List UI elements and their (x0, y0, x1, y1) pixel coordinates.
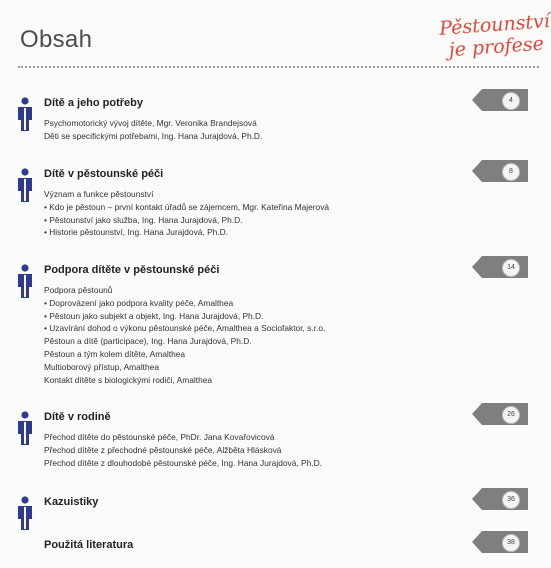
toc-item[interactable]: • Uzavírání dohod o výkonu pěstounské péče, Amalthea a Sociofaktor, s.r.o. (44, 323, 326, 334)
toc-item[interactable]: • Pěstoun jako subjekt a objekt, Ing. Hana Jurajdová, Ph.D. (44, 310, 264, 321)
section-items (44, 117, 262, 143)
section-title[interactable]: Podpora dítěte v pěstounské péči (44, 264, 220, 276)
person-icon (17, 496, 33, 530)
page-number: 14 (502, 259, 520, 277)
section-title[interactable]: Kazuistiky (44, 496, 99, 508)
section-title[interactable]: Použitá literatura (44, 539, 134, 551)
toc-item[interactable]: Podpora pěstounů (44, 285, 113, 295)
section-items (44, 284, 325, 386)
toc-item[interactable]: Pěstoun a dítě (participace), Ing. Hana Jurajdová, Ph.D. (44, 336, 252, 347)
toc-item[interactable]: Přechod dítěte z dlouhodobé pěstounské péče, Ing. Hana Jurajdová, Ph.D. (44, 457, 322, 468)
toc-item[interactable]: Význam a funkce pěstounství (44, 189, 154, 199)
page-number-tab[interactable] (472, 89, 528, 111)
toc-item[interactable]: Přechod dítěte z přechodné pěstounské péče, Alžběta Hlásková (44, 444, 282, 455)
page-number-tab[interactable] (472, 160, 528, 182)
toc-item[interactable]: Děti se specifickými potřebami, Ing. Hana Jurajdová, Ph.D. (44, 130, 263, 141)
section-title[interactable]: Dítě a jeho potřeby (44, 97, 144, 109)
page-title: Obsah (20, 26, 93, 53)
page-number: 8 (502, 163, 520, 181)
logo-line-2: je profese (448, 32, 545, 62)
page-number-tab[interactable] (472, 488, 528, 510)
person-icon (17, 97, 33, 131)
person-icon (17, 411, 33, 445)
toc-item[interactable]: • Pěstounství jako služba, Ing. Hana Jurajdová, Ph.D. (44, 214, 243, 225)
toc-item[interactable]: Multioborový přístup, Amalthea (44, 361, 159, 372)
page-number: 36 (502, 491, 520, 509)
logo (439, 10, 551, 62)
page-number: 4 (502, 92, 520, 110)
toc-item[interactable]: • Kdo je pěstoun – první kontakt úřadů se zájemcem, Mgr. Kateřina Majerová (44, 201, 330, 212)
page-number: 26 (502, 406, 520, 424)
person-icon (17, 264, 33, 298)
logo-line-1: Pěstounství (438, 10, 551, 40)
toc-item[interactable]: Pěstoun a tým kolem dítěte, Amalthea (44, 348, 186, 359)
section-title[interactable]: Dítě v rodině (44, 411, 111, 423)
section-items (44, 431, 322, 469)
page-number-tab[interactable] (472, 531, 528, 553)
page-number: 38 (502, 534, 520, 552)
toc-item[interactable]: Kontakt dítěte s biologickými rodiči, Amalthea (44, 374, 213, 385)
person-icon (17, 168, 33, 202)
toc-item[interactable]: • Historie pěstounství, Ing. Hana Jurajdová, Ph.D. (44, 227, 229, 238)
page-number-tab[interactable] (472, 403, 528, 425)
section-items (44, 188, 329, 239)
toc-item[interactable]: • Doprovázení jako podpora kvality péče, Amalthea (44, 297, 234, 308)
section-title[interactable]: Dítě v pěstounské péči (44, 168, 164, 180)
page-number-tab[interactable] (472, 256, 528, 278)
toc-item[interactable]: Psychomotorický vývoj dítěte, Mgr. Veronika Brandejsová (44, 118, 257, 128)
toc-item[interactable]: Přechod dítěte do pěstounské péče, PhDr. Jana Kovařovicová (44, 432, 275, 442)
header-divider (18, 66, 539, 68)
